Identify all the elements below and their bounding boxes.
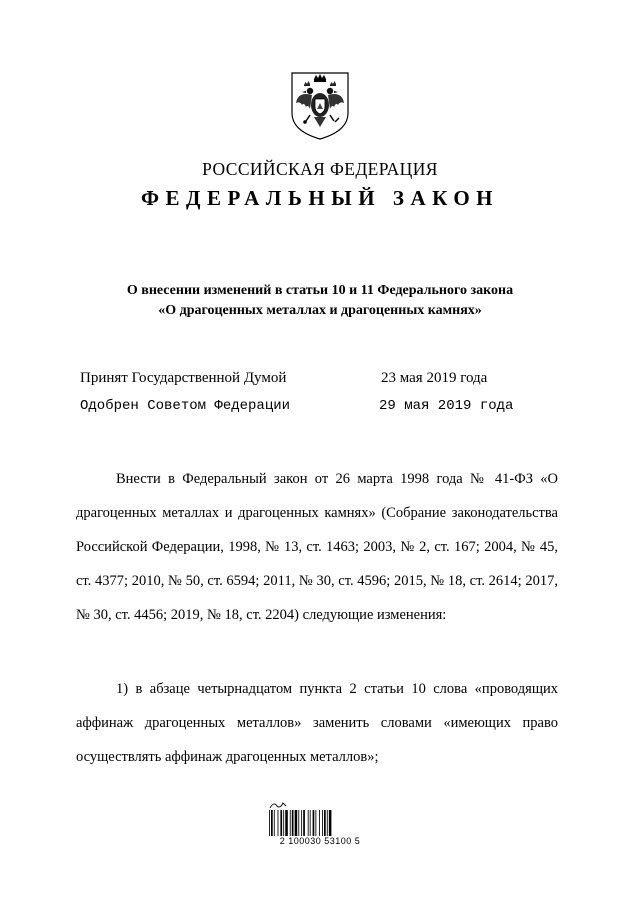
barcode-bar	[313, 810, 315, 836]
barcode-bar	[308, 810, 309, 836]
barcode-bar	[269, 810, 270, 836]
barcode-bar	[327, 810, 328, 836]
barcode-bar	[310, 810, 311, 836]
duma-adoption-label: Принят Государственной Думой	[80, 370, 287, 386]
barcode-bar	[271, 810, 273, 836]
barcode-bar	[292, 810, 294, 836]
council-approval-date: 29 мая 2019 года	[379, 398, 514, 414]
barcode-bar	[285, 810, 288, 836]
barcode-bar	[322, 810, 323, 836]
coat-of-arms-icon	[288, 69, 352, 141]
barcode-bar	[290, 810, 291, 836]
barcode-bar	[278, 810, 279, 836]
barcode-bar	[319, 810, 320, 836]
country-name: РОССИЙСКАЯ ФЕДЕРАЦИЯ	[202, 159, 438, 179]
duma-adoption-date: 23 мая 2019 года	[381, 370, 488, 386]
barcode-icon	[269, 810, 369, 836]
barcode-bar	[329, 810, 332, 836]
body-paragraph-intro: Внести в Федеральный закон от 26 марта 1998 года № 41-ФЗ «О драгоценных металлах и драгоценных камнях» (Собрание законодательства Российской Федерации, 1998, № 13, ст. 1463; 2003, № 2, ст. 167; 2004, № 45, ст. 4377; 2010, № 50, ст. 6594; 2011, № 30, ст. 4596; 2015, № 18, ст. 2614; 2017, № 30, ст. 4456; 2019, № 18, ст. 2204) следующие изменения:	[76, 471, 558, 623]
law-title-line-1: О внесении изменений в статьи 10 и 11 Федерального закона	[126, 283, 514, 298]
signature-mark-icon	[268, 800, 288, 810]
barcode-bar	[303, 810, 305, 836]
barcode-digits: 2 100030 53100 5	[279, 836, 361, 846]
barcode-bar	[280, 810, 282, 836]
law-type-heading: ФЕДЕРАЛЬНЫЙ ЗАКОН	[141, 186, 499, 210]
barcode-bar	[283, 810, 284, 836]
barcode-bar	[298, 810, 299, 836]
barcode-bar	[295, 810, 298, 836]
barcode-bar	[315, 810, 316, 836]
barcode-bar	[301, 810, 302, 836]
law-title	[80, 281, 560, 321]
law-title-line-2: «О драгоценных металлах и драгоценных камнях»	[158, 303, 482, 318]
document-barcode	[265, 800, 375, 852]
barcode-bar	[274, 810, 275, 836]
body-paragraph-amendment-1: 1) в абзаце четырнадцатом пункта 2 статьи 10 слова «проводящих аффинаж драгоценных металлов» заменить словами «имеющих право осуществлять аффинаж драгоценных металлов»;	[76, 681, 558, 765]
council-approval-label: Одобрен Советом Федерации	[80, 398, 291, 414]
barcode-bar	[324, 810, 326, 836]
